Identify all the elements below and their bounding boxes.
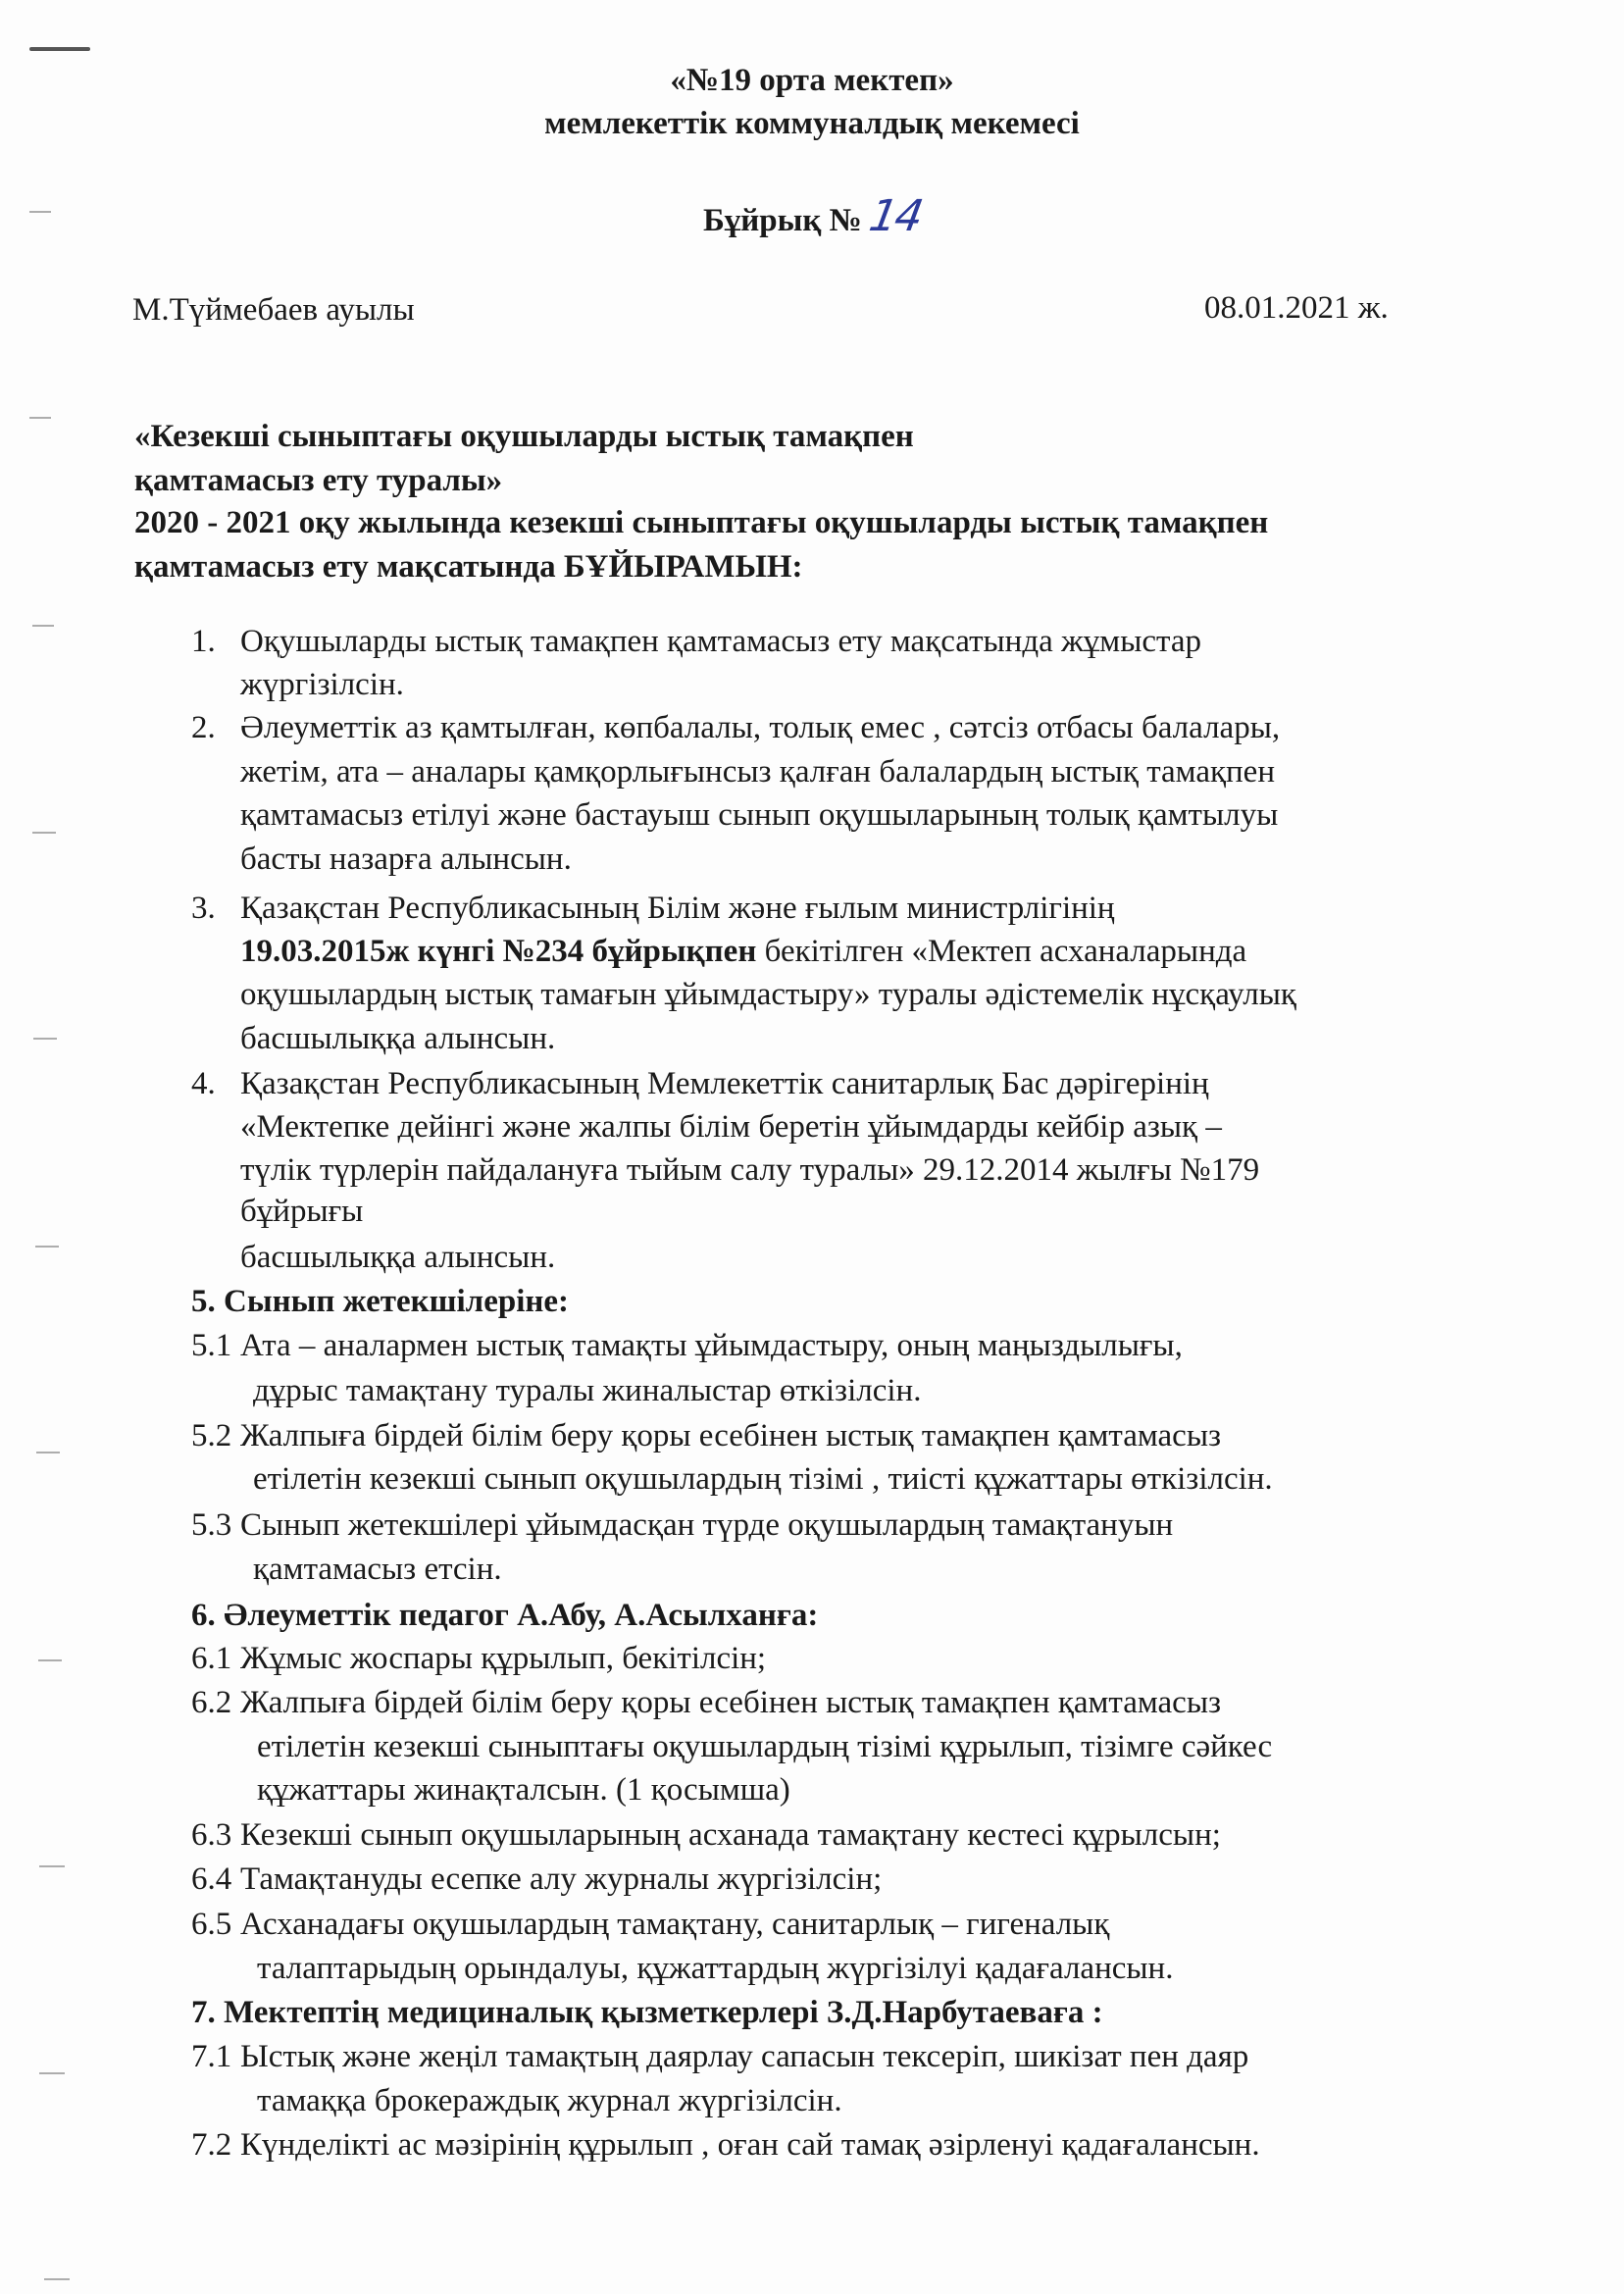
subitem-number: 5.3 bbox=[191, 1507, 232, 1543]
subitem-5-2-line: Жалпыға бірдей білім беру қоры есебінен ыстық тамақпен қамтамасыз bbox=[240, 1418, 1222, 1453]
subitem-6-2-line: Жалпыға бірдей білім беру қоры есебінен ыстық тамақпен қамтамасыз bbox=[240, 1685, 1222, 1720]
item-number: 1. bbox=[191, 624, 216, 659]
item-3-line: Қазақстан Республикасының Білім және ғылым министрлігінің bbox=[240, 891, 1115, 926]
subitem-6-5-line: талаптарыдың орындалуы, құжаттардың жүргізілуі қадағалансын. bbox=[257, 1951, 1174, 1986]
subitem-number: 5.2 bbox=[191, 1418, 232, 1453]
subitem-5-3-line: қамтамасыз етсін. bbox=[253, 1552, 502, 1587]
subitem-6-4-line: Тамақтануды есепке алу журналы жүргізілсін; bbox=[240, 1861, 883, 1897]
margin-mark bbox=[38, 1659, 62, 1661]
item-2-line: Әлеуметтік аз қамтылған, көпбалалы, толық емес , сәтсіз отбасы балалары, bbox=[240, 710, 1281, 745]
item-number: 3. bbox=[191, 891, 216, 926]
item-1-line: Оқушыларды ыстық тамақпен қамтамасыз ету мақсатында жұмыстар bbox=[240, 624, 1201, 659]
margin-mark bbox=[36, 1452, 60, 1453]
subitem-number: 7.1 bbox=[191, 2039, 232, 2074]
scan-artifact-top bbox=[29, 47, 90, 51]
section-heading-6: 6. Әлеуметтік педагог А.Абу, А.Асылханға: bbox=[191, 1598, 819, 1633]
subject-line-2: қамтамасыз ету туралы» bbox=[134, 463, 503, 498]
margin-mark bbox=[39, 2072, 65, 2074]
subitem-number: 7.2 bbox=[191, 2127, 232, 2163]
subitem-number: 6.4 bbox=[191, 1861, 232, 1897]
item-4-line: «Мектепке дейінгі және жалпы білім беретін ұйымдарды кейбір азық – bbox=[240, 1109, 1222, 1145]
subitem-number: 6.2 bbox=[191, 1685, 232, 1720]
place-name: М.Түймебаев ауылы bbox=[132, 292, 415, 328]
subitem-7-2-line: Күнделікті ас мәзірінің құрылып , оған сай тамақ әзірленуі қадағалансын. bbox=[240, 2127, 1260, 2163]
item-1-line: жүргізілсін. bbox=[240, 667, 404, 702]
item-number: 4. bbox=[191, 1066, 216, 1101]
organization-name: «№19 орта мектеп» bbox=[670, 63, 954, 98]
order-label: Бұйрық № bbox=[702, 203, 862, 238]
item-number: 2. bbox=[191, 710, 216, 745]
margin-mark bbox=[32, 625, 54, 627]
item-4-line: басшылыққа алынсын. bbox=[240, 1240, 556, 1275]
subitem-6-2-line: құжаттары жинақталсын. (1 қосымша) bbox=[257, 1772, 790, 1808]
subitem-5-2-line: етілетін кезекші сынып оқушылардың тізімі , тиісті құжаттары өткізілсін. bbox=[253, 1461, 1273, 1497]
subitem-5-3-line: Сынып жетекшілері ұйымдасқан түрде оқушылардың тамақтануын bbox=[240, 1507, 1174, 1543]
order-number-handwritten: 14 bbox=[865, 191, 926, 241]
subitem-6-5-line: Асханадағы оқушылардың тамақтану, санитарлық – гигеналық bbox=[240, 1907, 1110, 1942]
item-4-line: түлік түрлерін пайдалануға тыйым салу туралы» 29.12.2014 жылғы №179 bbox=[240, 1152, 1260, 1188]
subitem-7-1-line: Ыстық және жеңіл тамақтың даярлау сапасын тексеріп, шикізат пен даяр bbox=[240, 2039, 1249, 2074]
margin-mark bbox=[39, 1865, 65, 1867]
margin-mark bbox=[29, 417, 51, 419]
order-title bbox=[0, 191, 1624, 241]
organization-type: мемлекеттік коммуналдық мекемесі bbox=[544, 106, 1080, 141]
subitem-number: 6.3 bbox=[191, 1817, 232, 1853]
subitem-5-1-line: дұрыс тамақтану туралы жиналыстар өткізілсін. bbox=[253, 1373, 922, 1408]
margin-mark bbox=[35, 1246, 59, 1248]
item-3-text: бекітілген «Мектеп асханаларында bbox=[756, 934, 1247, 969]
item-2-line: басты назарға алынсын. bbox=[240, 841, 572, 877]
item-2-line: қамтамасыз етілуі және бастауыш сынып оқушыларының толық қамтылуы bbox=[240, 797, 1279, 833]
margin-mark bbox=[33, 1038, 57, 1040]
preamble-line-2: қамтамасыз ету мақсатында БҰЙЫРАМЫН: bbox=[134, 549, 803, 585]
order-date: 08.01.2021 ж. bbox=[1204, 290, 1389, 326]
subject-line-1: «Кезекші сыныптағы оқушыларды ыстық тамақпен bbox=[134, 419, 914, 454]
item-4-line: Қазақстан Республикасының Мемлекеттік санитарлық Бас дәрігерінің bbox=[240, 1066, 1209, 1101]
regulation-reference: 19.03.2015ж күнгі №234 бұйрықпен bbox=[240, 934, 757, 969]
preamble-line-1: 2020 - 2021 оқу жылында кезекші сыныптағы оқушыларды ыстық тамақпен bbox=[134, 505, 1269, 540]
item-2-line: жетім, ата – аналары қамқорлығынсыз қалған балалардың ыстық тамақпен bbox=[240, 754, 1275, 790]
item-4-line: бұйрығы bbox=[240, 1194, 364, 1229]
subitem-7-1-line: тамаққа брокераждық журнал жүргізілсін. bbox=[257, 2083, 842, 2118]
item-3-line: оқушылардың ыстық тамағын ұйымдастыру» туралы әдістемелік нұсқаулық bbox=[240, 977, 1296, 1012]
section-heading-7: 7. Мектептің медициналық қызметкерлері З.Д.Нарбутаеваға : bbox=[191, 1995, 1103, 2030]
subitem-6-3-line: Кезекші сынып оқушыларының асханада тамақтану кестесі құрылсын; bbox=[240, 1817, 1221, 1853]
item-3-line bbox=[240, 932, 1246, 971]
margin-mark bbox=[32, 832, 56, 834]
subitem-number: 6.5 bbox=[191, 1907, 232, 1942]
subitem-5-1-line: Ата – аналармен ыстық тамақты ұйымдастыру, оның маңыздылығы, bbox=[240, 1328, 1183, 1363]
subitem-number: 5.1 bbox=[191, 1328, 232, 1363]
subitem-number: 6.1 bbox=[191, 1641, 232, 1676]
item-3-line: басшылыққа алынсын. bbox=[240, 1021, 556, 1056]
subitem-6-1-line: Жұмыс жоспары құрылып, бекітілсін; bbox=[240, 1641, 767, 1676]
subitem-6-2-line: етілетін кезекші сыныптағы оқушылардың тізімі құрылып, тізімге сәйкес bbox=[257, 1729, 1273, 1764]
section-heading-5: 5. Сынып жетекшілеріне: bbox=[191, 1284, 570, 1319]
margin-mark bbox=[44, 2278, 70, 2280]
